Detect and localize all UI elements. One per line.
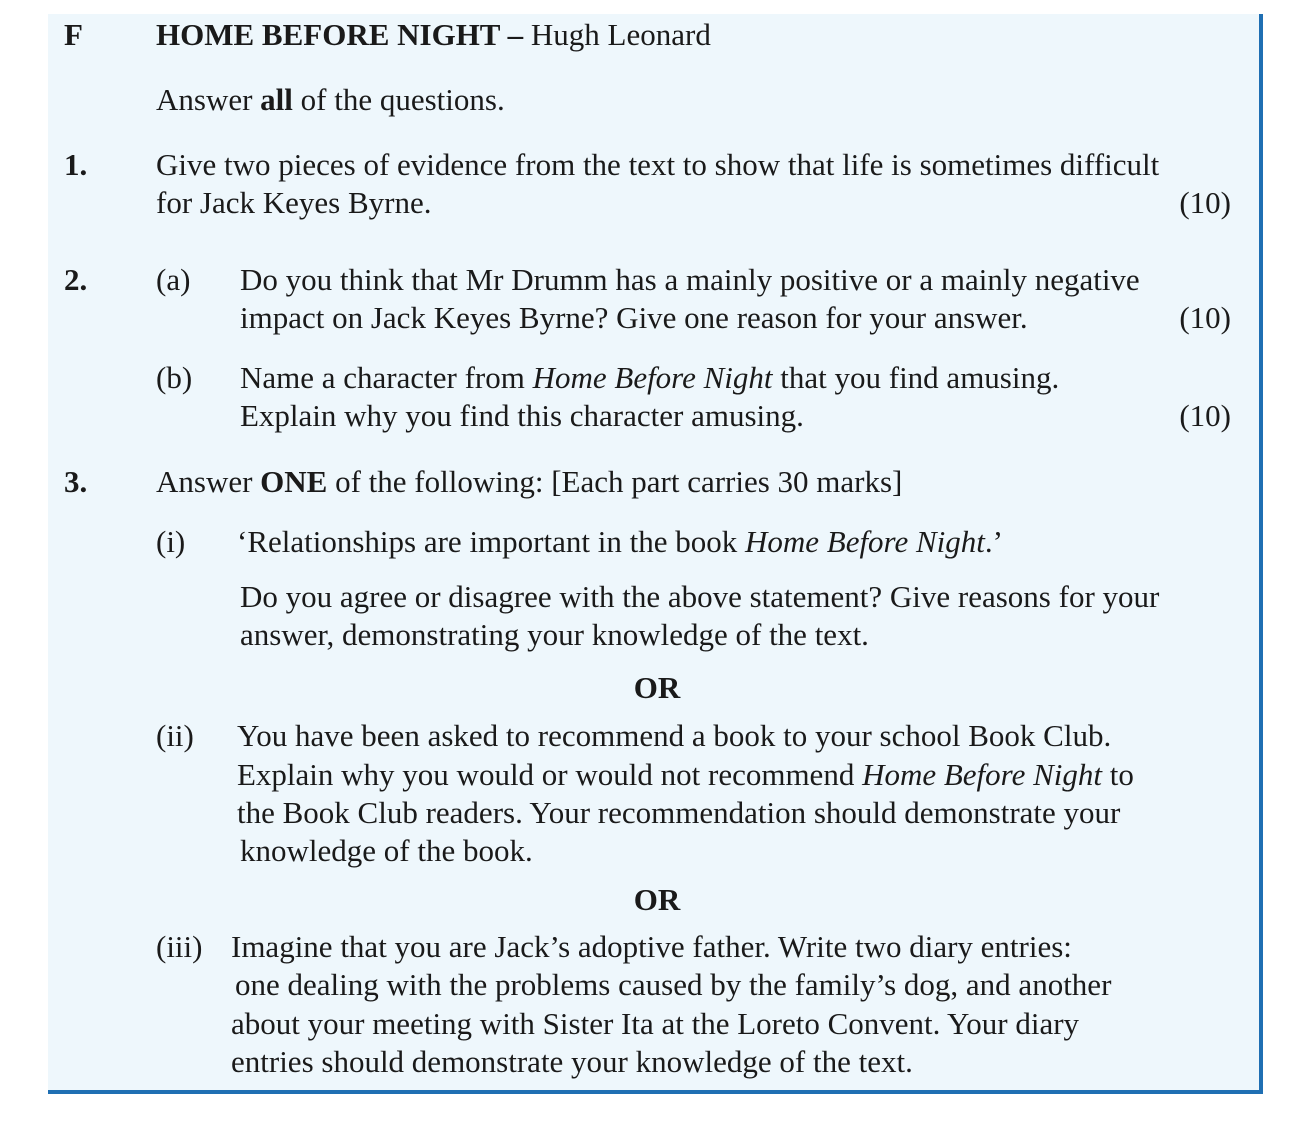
section-instruction [156,81,505,119]
section-letter: F [64,17,83,52]
question-3iii-label: (iii) [156,929,203,964]
question-3iii-line-2: one dealing with the problems caused by the family’s dog, and another [235,967,1112,1002]
question-3i-line-1: Do you agree or disagree with the above statement? Give reasons for your [240,579,1160,614]
section-heading [156,16,711,54]
question-2b-line-1 [240,359,1059,397]
question-1-line-2: for Jack Keyes Byrne. [156,185,432,220]
question-3-intro [156,463,902,501]
question-2a-line-1: Do you think that Mr Drumm has a mainly positive or a mainly negative [240,262,1140,297]
question-2b-text-end: that you find amusing. [772,360,1060,395]
question-3-number: 3. [64,464,88,499]
instruction-emphasis: all [260,82,293,117]
question-2a-marks: (10) [1179,300,1231,335]
instruction-text: Answer [156,82,261,117]
question-2a-label: (a) [156,262,191,297]
quote-text: ‘Relationships are important in the book [237,524,745,559]
question-3iii-line-3: about your meeting with Sister Ita at the Loreto Convent. Your diary [231,1006,1080,1041]
question-3iii-line-1: Imagine that you are Jack’s adoptive father. Write two diary entries: [231,929,1072,964]
question-3i-label: (i) [156,524,186,559]
question-3ii-line-3: the Book Club readers. Your recommendation should demonstrate your [237,795,1121,830]
question-2b-text: Name a character from [240,360,533,395]
question-1-number: 1. [64,147,88,182]
title-author-separator: – [499,17,531,52]
question-3i-quote [237,523,1003,561]
book-title: Home Before Night [532,360,773,395]
question-3-intro-text: Answer [156,464,261,499]
question-1-line-1: Give two pieces of evidence from the text to show that life is sometimes difficult [156,147,1160,182]
question-2a-line-2: impact on Jack Keyes Byrne? Give one reason for your answer. [240,300,1028,335]
or-divider-2: OR [633,882,681,917]
question-3-intro-emphasis: ONE [260,464,328,499]
section-author: Hugh Leonard [530,17,711,52]
question-2-number: 2. [64,262,88,297]
question-3ii-line-2 [237,756,1134,794]
instruction-text-end: of the questions. [292,82,505,117]
question-3ii-line-1: You have been asked to recommend a book to your school Book Club. [237,718,1112,753]
or-divider-1: OR [633,670,681,705]
question-3-intro-text-end: of the following: [Each part carries 30 marks] [327,464,903,499]
book-title: Home Before Night [744,524,985,559]
question-3ii-line-4: knowledge of the book. [240,833,533,868]
question-3ii-text: Explain why you would or would not recommend [237,757,863,792]
question-3ii-label: (ii) [156,718,194,753]
question-2b-label: (b) [156,360,193,395]
section-title: HOME BEFORE NIGHT [156,17,500,52]
question-2b-line-2: Explain why you find this character amusing. [240,398,804,433]
question-3iii-line-4: entries should demonstrate your knowledge of the text. [231,1044,913,1079]
question-3ii-text-end: to [1102,757,1134,792]
quote-text-end: .’ [984,524,1003,559]
question-1-marks: (10) [1179,185,1231,220]
book-title: Home Before Night [862,757,1102,792]
question-3i-line-2: answer, demonstrating your knowledge of the text. [240,617,869,652]
question-2b-marks: (10) [1179,398,1231,433]
